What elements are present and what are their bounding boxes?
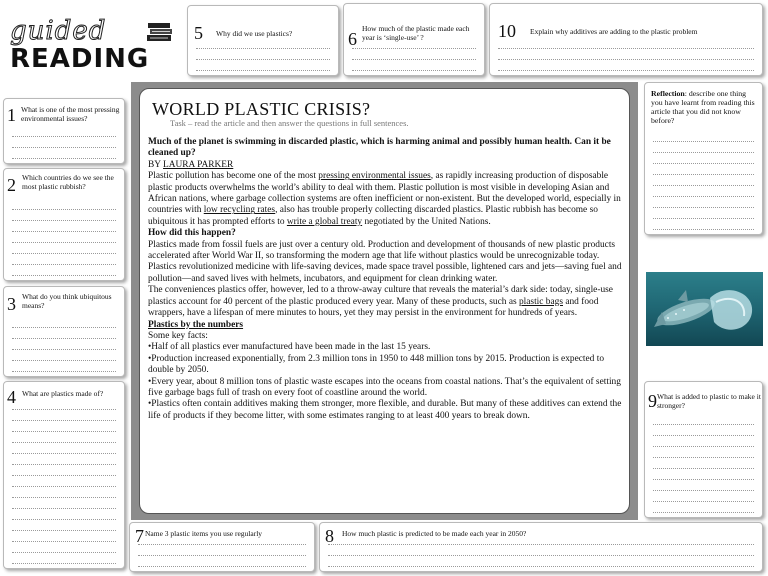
author-link[interactable]: LAURA PARKER xyxy=(163,159,234,170)
question-1-box[interactable] xyxy=(3,98,125,164)
question-3-box[interactable] xyxy=(3,286,125,377)
global-treaty-link[interactable]: write a global treaty xyxy=(286,216,363,227)
question-6-text: How much of the plastic made each year is ‘single-use’ ? xyxy=(362,24,470,42)
question-2-box[interactable] xyxy=(3,168,125,281)
article-panel xyxy=(139,88,630,514)
question-6-box[interactable] xyxy=(343,3,485,76)
low-recycling-link[interactable]: low recycling rates xyxy=(203,205,276,216)
question-9-box[interactable] xyxy=(644,381,763,518)
question-4-answer-lines[interactable] xyxy=(12,399,116,564)
article-paragraph-3: The conveniences plastics offer, however, led to a throw-away culture that reveals the material’s dark side: today, single-use plastics account for 40 percent of the plastic produced every year. Many of these products, such as plastic bags and food wrappers, have a lifespan of mere minutes to hours, yet they may persist in the environment for hundreds of years. xyxy=(148,285,613,319)
question-2-number: 2 xyxy=(7,175,16,195)
question-5-number: 5 xyxy=(194,23,203,43)
books-icon xyxy=(146,20,174,44)
article-task: Task – read the article and then answer the questions in full sentences. xyxy=(170,118,409,128)
question-8-text: How much plastic is predicted to be made each year in 2050? xyxy=(342,529,527,538)
question-4-box[interactable] xyxy=(3,381,125,569)
question-4-number: 4 xyxy=(7,387,16,407)
facts-intro: Some key facts: xyxy=(148,330,208,341)
question-1-text: What is one of the most pressing environmental issues? xyxy=(21,105,120,123)
question-10-box[interactable] xyxy=(489,3,763,76)
plastic-bags-link[interactable]: plastic bags xyxy=(518,296,563,307)
logo-reading-text: READING xyxy=(10,44,150,74)
article-paragraph-1: Plastic pollution has become one of the most pressing environmental issues, as rapidly increasing production of disposable plastic products overwhelms the world’s ability to deal with them. Plastic pollution is most visible in developing Asian and African nations, where garbage collection systems are often inefficient or non-existent. But the developed world, especially in countries with low recycling rates, also has trouble properly collecting discarded plastics. Plastic rubbish has become so ubiquitous it has prompted efforts to write a global treaty negotiated by the United Nations. xyxy=(148,171,621,227)
logo-guided-text: guided xyxy=(10,16,107,46)
question-7-box[interactable] xyxy=(129,522,315,572)
question-7-number: 7 xyxy=(135,526,144,546)
question-8-answer-lines[interactable] xyxy=(328,534,754,567)
question-5-box[interactable] xyxy=(187,5,339,76)
question-8-box[interactable] xyxy=(319,522,763,572)
fact-1: •Half of all plastics ever manufactured have been made in the last 15 years. xyxy=(148,342,431,353)
article-title: WORLD PLASTIC CRISIS? xyxy=(152,99,371,119)
question-7-text: Name 3 plastic items you use regularly xyxy=(145,529,263,538)
question-10-number: 10 xyxy=(498,21,516,41)
article-paragraph-2: Plastics made from fossil fuels are just over a century old. Production and development of thousands of new plastic products accelerated after World War II, so transforming the modern age that life without plastics would be unrecognizable today. Plastics revolutionized medicine with life-saving devices, made space travel possible, lightened cars and jets—saving fuel and pollution—and saved lives with helmets, incubators, and equipment for clean drinking water. xyxy=(148,239,622,284)
question-9-text: What is added to plastic to make it stronger? xyxy=(657,392,761,410)
heading-plastics-by-numbers: Plastics by the numbers xyxy=(148,319,244,330)
guided-reading-logo xyxy=(6,14,176,74)
question-9-number: 9 xyxy=(648,391,657,411)
article-byline: BY LAURA PARKER xyxy=(148,159,234,170)
question-1-number: 1 xyxy=(7,105,16,125)
whale-shark-plastic-photo xyxy=(646,272,763,346)
fact-4: •Plastics often contain additives making them stronger, more flexible, and durable. But many of these additives can extend the life of products if they become litter, with some estimates ranging to at least 400 years to break down. xyxy=(148,399,622,421)
reflection-answer-lines[interactable] xyxy=(653,131,754,230)
question-10-text: Explain why additives are adding to the plastic problem xyxy=(530,27,698,36)
question-2-answer-lines[interactable] xyxy=(12,199,116,276)
question-1-answer-lines[interactable] xyxy=(12,126,116,159)
fact-3: •Every year, about 8 million tons of plastic waste escapes into the oceans from coastal nations. That’s the equivalent of setting five garbage bags full of trash on every foot of coastline around the world. xyxy=(148,376,621,398)
question-5-answer-lines[interactable] xyxy=(196,38,330,71)
question-10-answer-lines[interactable] xyxy=(498,38,754,71)
question-6-number: 6 xyxy=(348,29,357,49)
question-4-text: What are plastics made of? xyxy=(22,389,104,398)
question-9-answer-lines[interactable] xyxy=(653,414,754,513)
reflection-box[interactable] xyxy=(644,82,763,235)
article-frame xyxy=(131,82,638,520)
question-3-text: What do you think ubiquitous means? xyxy=(22,292,112,310)
reflection-prompt: Reflection: describe one thing you have learnt from reading this article that you did not know before? xyxy=(651,89,755,125)
question-3-number: 3 xyxy=(7,294,16,314)
question-3-answer-lines[interactable] xyxy=(12,317,116,372)
heading-how-did-this-happen: How did this happen? xyxy=(148,228,236,239)
question-5-text: Why did we use plastics? xyxy=(216,29,293,38)
article-body xyxy=(148,137,626,422)
pressing-issues-link[interactable]: pressing environmental issues xyxy=(318,171,431,182)
question-8-number: 8 xyxy=(325,526,334,546)
question-2-text: Which countries do we see the most plastic rubbish? xyxy=(22,173,114,191)
question-6-answer-lines[interactable] xyxy=(352,38,476,71)
fact-2: •Production increased exponentially, from 2.3 million tons in 1950 to 448 million tons by 2015. Production is expected to double by 2050. xyxy=(148,353,605,376)
question-7-answer-lines[interactable] xyxy=(138,534,306,567)
article-lead: Much of the planet is swimming in discarded plastic, which is harming animal and possibly human health. Can it be cleaned up? xyxy=(148,137,611,159)
whale-shark-illustration xyxy=(646,272,763,346)
